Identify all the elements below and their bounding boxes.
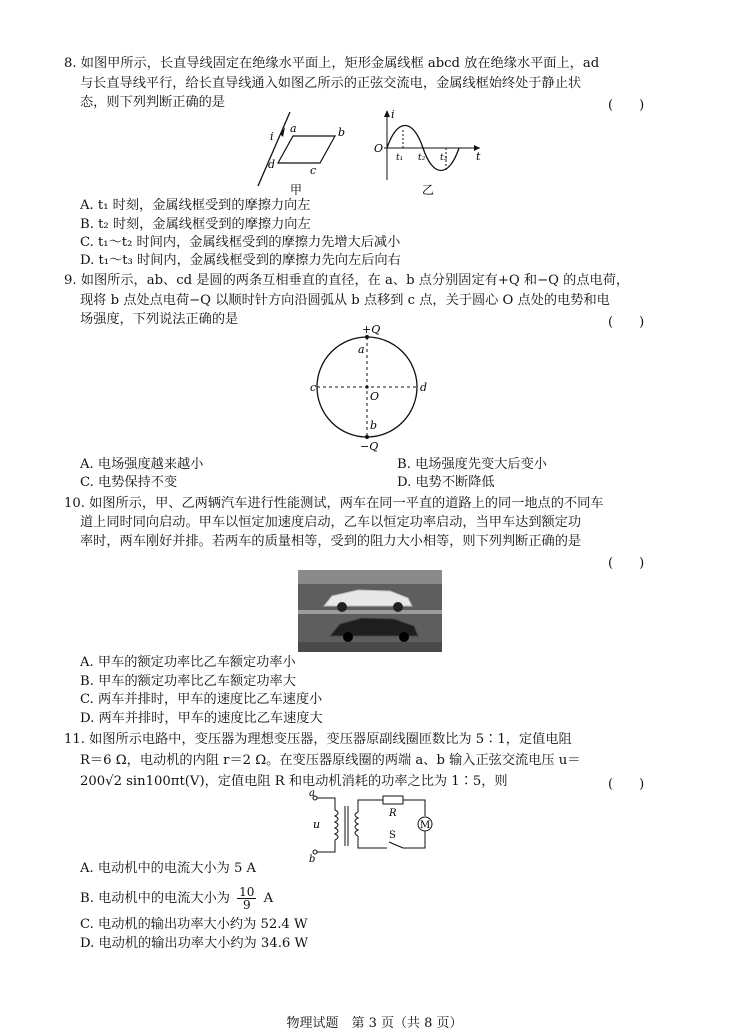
q8-option-c: C. t₁～t₂ 时间内，金属线框受到的摩擦力先增大后减小 [80, 235, 401, 250]
q11-option-b: B. 电动机中的电流大小为 $\frac{10}{9}$ A [80, 885, 274, 912]
q8-line-1: 8. 如图甲所示，长直导线固定在绝缘水平面上，矩形金属线框 abcd 放在绝缘水平面上，ad [64, 56, 600, 71]
svg-text:S: S [389, 830, 396, 841]
q8-option-a: A. t₁ 时刻，金属线框受到的摩擦力向左 [80, 198, 311, 213]
svg-text:t₃: t₃ [440, 153, 448, 163]
q10-line-3: 率时，两车刚好并排。若两车的质量相等，受到的阻力大小相等，则下列判断正确的是 [80, 534, 582, 549]
q8-option-b: B. t₂ 时刻，金属线框受到的摩擦力向左 [80, 217, 311, 232]
q10-line-2: 道上同时同向启动。甲车以恒定加速度启动，乙车以恒定功率启动，当甲车达到额定功 [80, 515, 582, 530]
q8-line-2: 与长直导线平行，给长直导线通入如图乙所示的正弦交流电，金属线框始终处于静止状 [80, 76, 582, 91]
resistor-R [383, 796, 403, 804]
q10-option-b: B. 甲车的额定功率比乙车额定功率大 [80, 674, 296, 689]
svg-text:R: R [389, 808, 397, 819]
fraction-10-9: $\frac{10}{9}$ [239, 885, 255, 912]
primary-coil [335, 810, 338, 840]
q10-line-1: 10. 如图所示，甲、乙两辆汽车进行性能测试，两车在同一平直的道路上的同一地点的不同车 [64, 496, 604, 511]
metal-frame [278, 136, 335, 163]
svg-text:u: u [313, 818, 321, 831]
svg-text:c: c [310, 381, 317, 394]
svg-text:d: d [268, 158, 276, 171]
q10-option-c: C. 两车并排时，甲车的速度比乙车速度小 [80, 692, 323, 707]
q9-option-b: B. 电场强度先变大后变小 [397, 457, 547, 472]
page-footer: 物理试题 第 3 页（共 8 页） [286, 1016, 463, 1031]
q11-line-1: 11. 如图所示电路中，变压器为理想变压器，变压器原副线圈匝数比为 5∶1，定值电阻 [64, 732, 572, 747]
q8-wire-current-label: i [270, 130, 274, 143]
svg-text:O: O [374, 142, 384, 155]
svg-text:b: b [338, 126, 346, 139]
svg-text:t: t [476, 150, 481, 163]
q9-option-d: D. 电势不断降低 [397, 475, 495, 490]
q9-line-1: 9. 如图所示，ab、cd 是圆的两条互相垂直的直径，在 a、b 点分别固定有+Q 和−Q 的点电荷， [64, 273, 630, 288]
q9-option-a: A. 电场强度越来越小 [80, 457, 204, 472]
q11-line-3: 200√2 sin100πt(V)，定值电阻 R 和电动机消耗的功率之比为 1∶5，则 [80, 774, 508, 789]
secondary-coil [355, 812, 358, 836]
q8-option-d: D. t₁～t₃ 时间内，金属线框受到的摩擦力先向左后向右 [80, 253, 401, 268]
q11-circuit-figure [305, 790, 445, 862]
q11-answer-paren: ( ) [608, 777, 645, 792]
q8-figure [250, 108, 500, 198]
q8-answer-paren: ( ) [608, 98, 645, 113]
svg-text:i: i [391, 108, 395, 121]
svg-text:t₁: t₁ [396, 153, 404, 163]
q9-option-c: C. 电势保持不变 [80, 475, 178, 490]
svg-text:−Q: −Q [360, 440, 379, 453]
q11-option-a: A. 电动机中的电流大小为 5 A [80, 861, 257, 876]
svg-text:a: a [358, 343, 365, 356]
q11-line-2: R＝6 Ω，电动机的内阻 r＝2 Ω。在变压器原线圈的两端 a、b 输入正弦交流电压 u＝ [80, 753, 581, 768]
svg-text:d: d [420, 381, 428, 394]
q11-option-c: C. 电动机的输出功率大小约为 52.4 W [80, 917, 308, 932]
label-yi: 乙 [422, 183, 435, 197]
svg-text:b: b [370, 419, 378, 432]
q10-option-d: D. 两车并排时，甲车的速度比乙车速度大 [80, 711, 323, 726]
q11-option-d: D. 电动机的输出功率大小约为 34.6 W [80, 936, 309, 951]
svg-text:b: b [309, 854, 316, 862]
q10-option-a: A. 甲车的额定功率比乙车额定功率小 [80, 655, 296, 670]
q9-answer-paren: ( ) [608, 315, 645, 330]
q9-circle-figure [300, 323, 430, 453]
svg-text:M: M [420, 820, 431, 831]
svg-text:t₂: t₂ [418, 153, 426, 163]
svg-text:+Q: +Q [362, 323, 381, 336]
q9-line-3: 场强度，下列说法正确的是 [80, 312, 239, 327]
switch-S [389, 842, 403, 848]
cars-photo [298, 570, 442, 652]
svg-text:a: a [290, 122, 297, 135]
q9-line-2: 现将 b 点处点电荷−Q 以顺时针方向沿圆弧从 b 点移到 c 点，关于圆心 O 点处的电势和电 [80, 293, 610, 308]
q10-answer-paren: ( ) [608, 556, 645, 571]
label-jia: 甲 [290, 183, 303, 197]
svg-text:O: O [370, 390, 380, 403]
svg-text:c: c [310, 164, 317, 177]
q8-line-3: 态，则下列判断正确的是 [80, 95, 226, 110]
svg-text:a: a [309, 790, 315, 799]
